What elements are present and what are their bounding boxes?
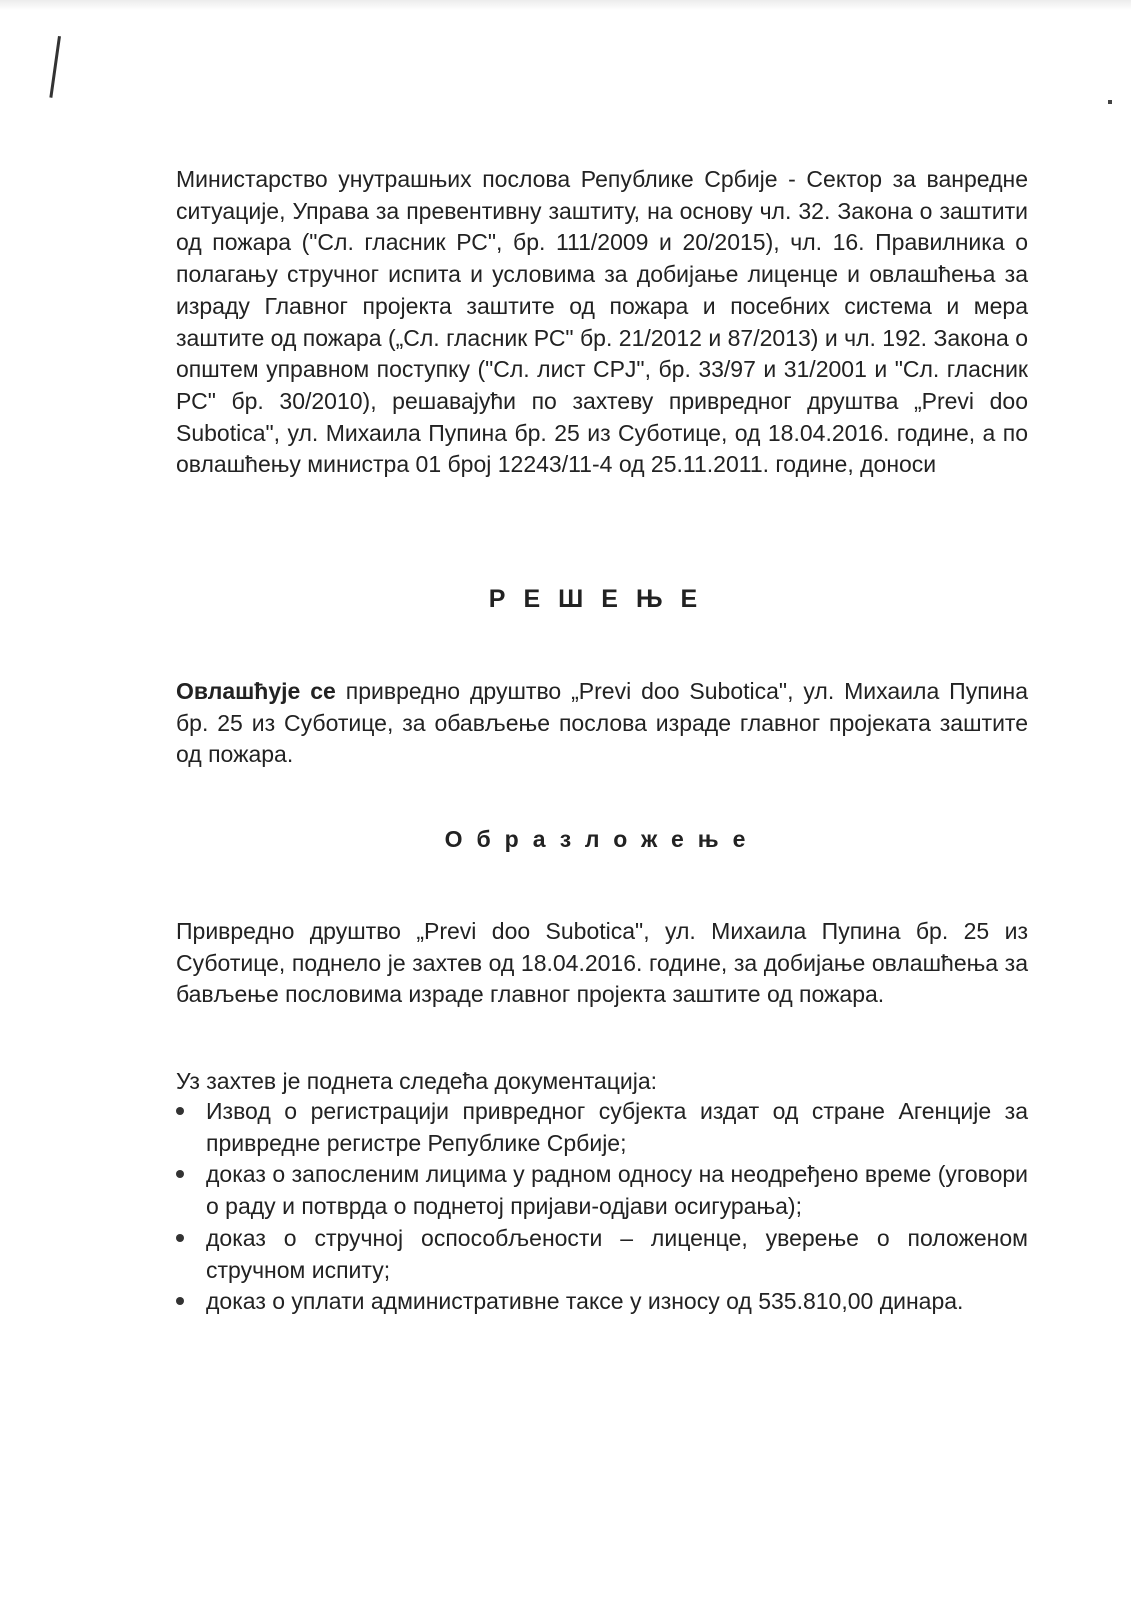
list-item [176, 1286, 1028, 1318]
list-item-text: Извод о регистрацији привредног субјекта издат од стране Агенције за привредне регистре Републике Србије; [206, 1098, 1028, 1156]
list-item [176, 1096, 1028, 1159]
list-item-text: доказ о уплати административне таксе у износу од 535.810,00 динара. [206, 1288, 964, 1315]
list-item-text: доказ о запосленим лицима у радном односу на неодређено време (уговори о раду и потврда о поднетој пријави-одјави осигурања); [206, 1161, 1028, 1220]
decision-text: привредно друштво „Previ doo Subotica", ул. Михаила Пупина бр. 25 из Суботице, за обављење послова израде главног пројеката заштите од пожара. [176, 678, 1028, 768]
decision-title: РЕШЕЊЕ [488, 585, 716, 613]
reasoning-title: Образложење [444, 826, 760, 852]
intro-paragraph: Министарство унутрашњих послова Републике Србије - Сектор за ванредне ситуације, Управа за превентивну заштиту, на основу чл. 32. Закона о заштити од пожара ("Сл. гласник РС", бр. 111/2009 и 20/2015), чл. 16. Правилника о полагању стручног испита и условима за добијање лиценце и овлашћења за израду Главног пројекта заштите од пожара и посебних система и мера заштите од пожара („Сл. гласник РС" бр. 21/2012 и 87/2013) и чл. 192. Закона о општем управном поступку ("Сл. лист СРЈ", бр. 33/97 и 31/2001 и "Сл. гласник РС" бр. 30/2010), решавајући по захтеву привредног друштва „Previ doo Subotica", ул. Михаила Пупина бр. 25 из Суботице, од 18.04.2016. године, а по овлашћењу министра 01 број 12243/11-4 од 25.11.2011. године, доноси [176, 166, 1028, 478]
list-item [176, 1223, 1028, 1286]
list-item [176, 1159, 1028, 1222]
bullet-icon [176, 1107, 184, 1115]
decision-bold-lead: Овлашћује се [176, 678, 336, 704]
bullet-icon [176, 1170, 184, 1178]
documents-list [176, 1096, 1028, 1318]
pen-stroke-mark [49, 36, 61, 98]
scan-speck [1108, 100, 1112, 104]
bullet-icon [176, 1234, 184, 1242]
decision-paragraph [176, 676, 1028, 771]
reasoning-paragraph: Привредно друштво „Previ doo Subotica", ул. Михаила Пупина бр. 25 из Суботице, поднело је захтев од 18.04.2016. године, за добијање овлашћења за бављење пословима израде главног пројекта заштите од пожара. [176, 918, 1028, 1008]
bullet-icon [176, 1297, 184, 1305]
documents-intro: Уз захтев је поднета следећа документација: [176, 1068, 658, 1094]
scan-edge-shadow [0, 0, 1131, 10]
list-item-text: доказ о стручној оспособљености – лиценце, уверење о положеном стручном испиту; [206, 1224, 1028, 1283]
